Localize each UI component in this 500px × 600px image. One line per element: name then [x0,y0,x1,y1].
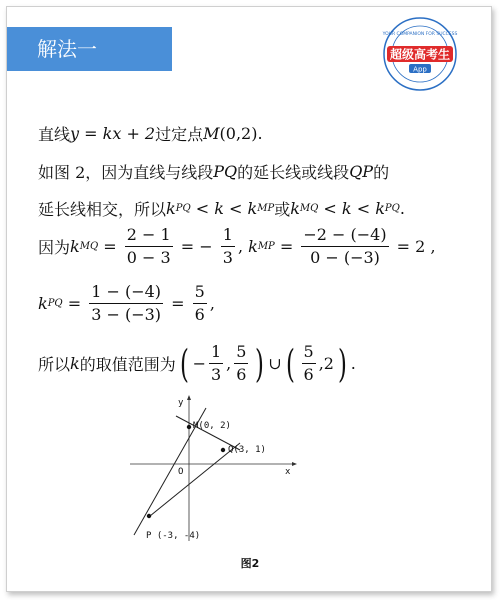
inequality: < k < [190,199,248,218]
segment-pq: PQ [213,162,238,181]
text: 因为 [38,238,71,257]
x-axis-label: x [285,467,291,477]
text: 直线 [38,125,71,144]
numerator: 5 [193,283,207,304]
equals: = 2 , [391,237,436,256]
point-m-dot [187,425,191,429]
denominator: 0 − (−3) [310,248,380,267]
equation: y = kx + 2 [70,124,156,143]
union-symbol: ∪ [268,354,282,373]
figure-caption: 图2 [240,557,260,570]
equals: = [62,294,87,313]
segment-qp: QP [349,162,374,181]
point-m: M [203,124,220,143]
numerator: 5 [234,343,248,364]
x-arrow-icon [292,462,297,466]
k: k [375,199,385,218]
point-m-coord: (0,2). [219,124,263,143]
fraction [302,343,316,384]
fraction [209,343,223,384]
denominator: 3 − (−3) [91,305,162,324]
right-paren-icon: ) [255,341,265,386]
point-q-dot [221,448,225,452]
point-p-dot [147,514,151,518]
fraction [89,283,163,324]
logo-badge-icon [381,15,459,93]
equals: = [166,294,190,313]
k: k [290,199,300,218]
y-arrow-icon [187,395,191,400]
subscript: MP [257,241,275,252]
logo-top-text: YOUR COMPANION FOR SUCCESS [382,32,458,37]
fraction [301,226,388,267]
fraction [221,226,235,267]
left-paren-icon: ( [179,341,189,386]
text: 延长线相交，所以 [38,200,167,219]
subscript: MQ [299,203,319,214]
fraction [193,283,207,324]
text: 所以 [38,355,71,374]
line-1 [38,122,263,145]
subscript: MQ [79,241,99,252]
equals: = [98,237,122,256]
text: , [209,294,215,313]
k: k [166,199,176,218]
text: 如图 2，因为直线与线段 [38,163,214,182]
text: , [237,237,249,256]
k: k [247,199,258,218]
subscript: PQ [47,298,63,309]
fraction [234,343,248,384]
text: 的延长线或线段 [237,163,350,182]
numerator: −2 − (−4) [301,226,388,247]
numerator: 1 − (−4) [89,283,163,304]
logo-main-text: 超级高考生 [389,47,451,62]
line-4 [38,226,436,267]
numerator: 2 − 1 [125,226,173,247]
subscript: PQ [175,203,191,214]
text: . [399,199,405,218]
line-2 [38,160,389,183]
point-q-label: Q(3, 1) [228,445,266,455]
line-6: 所以 k 的取值范围为 ( − $\frac{1}{3}$ , $\frac{5}{6}$ ) ∪ ( $\frac{5}{6}$ ,2 ) . [38,341,356,386]
method-banner: 解法一 [7,27,172,71]
text-or: 或 [274,200,291,219]
denominator: 6 [303,365,314,384]
fraction [125,226,173,267]
text: 的 [373,163,390,182]
k: k [248,237,258,256]
numerator: 1 [221,226,235,247]
numerator: 1 [209,343,223,364]
subscript: PQ [384,203,400,214]
right-paren-icon: ) [337,341,347,386]
k: k [70,237,80,256]
denominator: 0 − 3 [126,248,171,267]
denominator: 6 [194,305,205,324]
numerator: 5 [302,343,316,364]
k: k [70,354,80,373]
point-m-label: M(0, 2) [193,421,231,431]
inequality: < k < [318,199,376,218]
y-axis-label: y [178,398,184,408]
equals: = [274,237,299,256]
app-logo [381,15,459,93]
denominator: 6 [236,365,247,384]
equals: = − [175,237,218,256]
line-pq [150,443,240,516]
text: 的取值范围为 [79,355,176,374]
line-5 [38,283,215,324]
text: ,2 [318,354,334,373]
origin-label: O [178,467,184,477]
figure-2 [120,386,320,546]
subscript: MP [257,203,275,214]
text: 过定点 [155,125,204,144]
text: . [350,354,356,373]
denominator: 3 [222,248,233,267]
line-3 [38,197,405,220]
logo-app-text: App [413,65,427,74]
k: k [38,294,48,313]
point-p-label: P (-3, -4) [146,531,201,541]
coordinate-diagram [120,386,320,546]
denominator: 3 [210,365,222,384]
left-paren-icon: ( [285,341,295,386]
